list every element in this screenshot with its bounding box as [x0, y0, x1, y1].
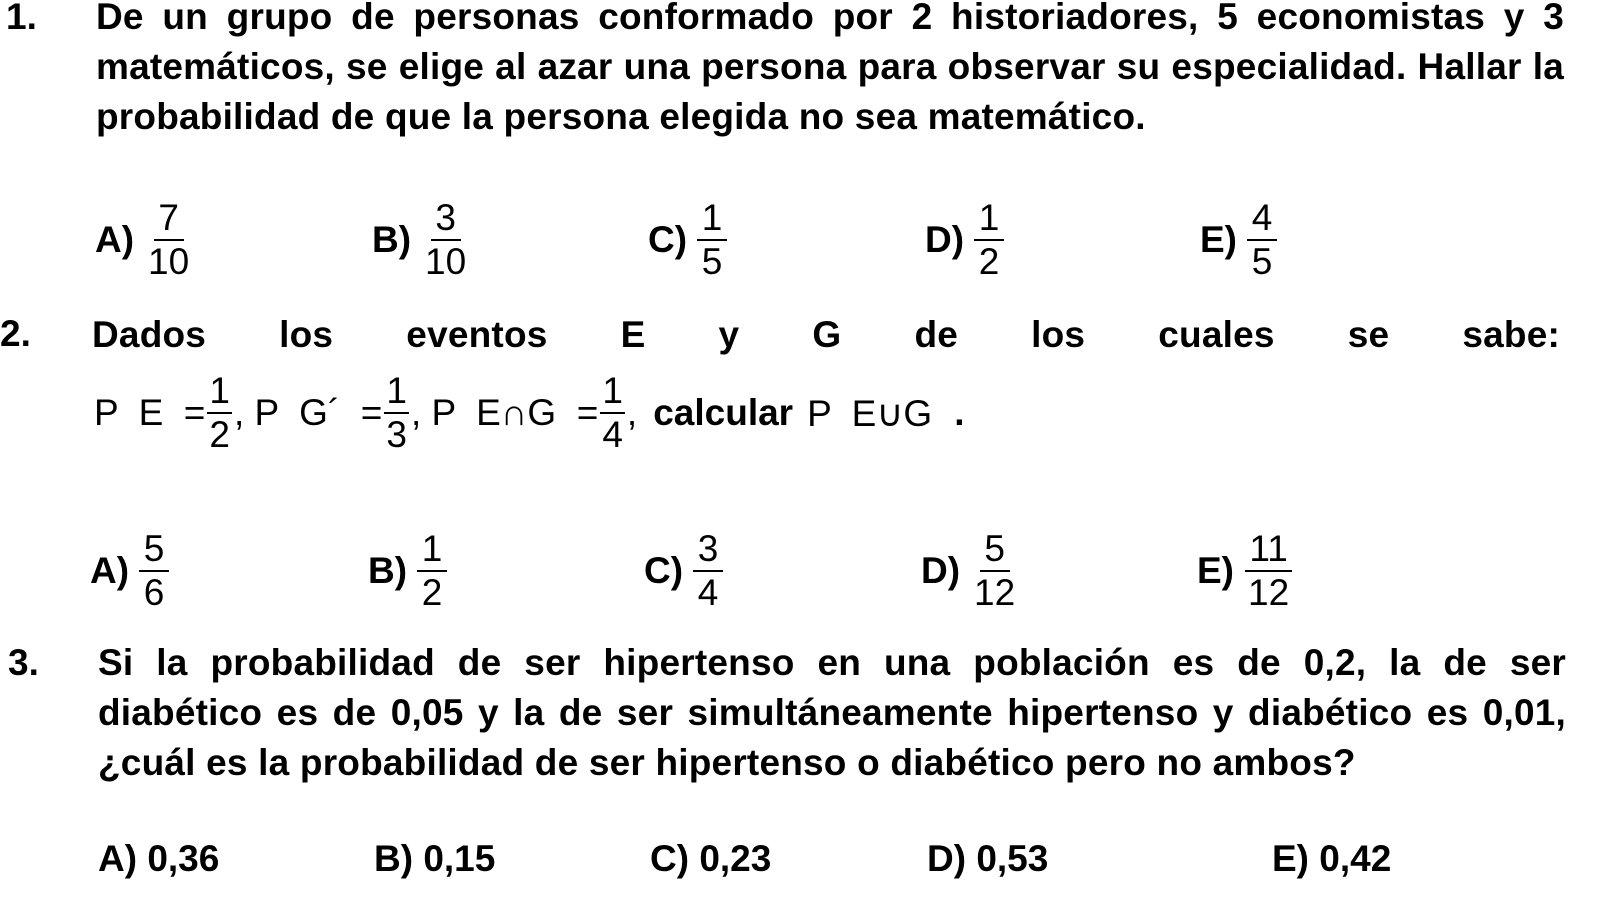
- question-1-number: 1.: [6, 0, 37, 37]
- option-label: E): [1197, 550, 1234, 591]
- denominator: 2: [209, 414, 230, 455]
- denominator: 10: [425, 241, 467, 282]
- option-fraction: [970, 528, 1019, 614]
- calcular-word: calcular: [653, 392, 794, 433]
- option-label: B): [368, 550, 408, 591]
- option-fraction: [697, 197, 727, 283]
- option-label: D): [925, 219, 965, 260]
- question-2-formula: [94, 370, 964, 456]
- denominator: 4: [602, 414, 623, 455]
- numerator: 1: [207, 370, 232, 414]
- comma: ,: [626, 392, 638, 433]
- q3-option-b[interactable]: B) 0,15: [374, 838, 496, 879]
- option-label: D): [921, 550, 961, 591]
- q3-option-d[interactable]: D) 0,53: [927, 838, 1049, 879]
- option-fraction: [421, 197, 470, 283]
- option-label: C): [644, 550, 684, 591]
- denominator: 2: [978, 241, 1000, 282]
- denominator: 2: [421, 572, 443, 613]
- option-fraction: [144, 197, 193, 283]
- numerator: 5: [139, 528, 169, 572]
- option-label: A): [90, 550, 130, 591]
- fraction-1: [207, 370, 232, 456]
- prob-g-complement: , P G´ =: [234, 392, 383, 433]
- denominator: 12: [974, 572, 1016, 613]
- q2-option-b[interactable]: [368, 528, 447, 614]
- denominator: 5: [1251, 241, 1273, 282]
- fraction-2: [384, 370, 409, 456]
- numerator: 1: [974, 197, 1004, 241]
- q3-option-e[interactable]: E) 0,42: [1272, 838, 1392, 879]
- question-3-text: Si la probabilidad de ser hipertenso en una población es de 0,2, la de ser diabético es de 0,05 y la de ser simultáneamente hipertenso y diabético es 0,01, ¿cuál es la probabilidad de ser hipertenso o diabético pero no ambos?: [98, 642, 1566, 783]
- option-fraction: [1244, 528, 1293, 614]
- numerator: 3: [431, 197, 461, 241]
- denominator: 5: [701, 241, 723, 282]
- denominator: 12: [1248, 572, 1290, 613]
- question-3-number: 3.: [8, 642, 39, 683]
- q1-option-d[interactable]: [925, 197, 1004, 283]
- option-fraction: [417, 528, 447, 614]
- prob-intersection: , P E∩G =: [410, 392, 599, 433]
- question-2-text: Dados los eventos E y G de los cuales se sabe:: [92, 314, 1560, 355]
- denominator: 10: [148, 241, 190, 282]
- q2-option-d[interactable]: [921, 528, 1019, 614]
- period: .: [954, 392, 965, 433]
- q3-option-c[interactable]: C) 0,23: [650, 838, 772, 879]
- q1-option-b[interactable]: [372, 197, 470, 283]
- q1-option-c[interactable]: [648, 197, 727, 283]
- q2-option-c[interactable]: [644, 528, 723, 614]
- prob-union: P E∪G: [807, 392, 933, 434]
- numerator: 7: [154, 197, 184, 241]
- option-label: E): [1200, 219, 1237, 260]
- option-label: B): [372, 219, 412, 260]
- numerator: 3: [693, 528, 723, 572]
- q1-option-a[interactable]: [95, 197, 193, 283]
- q2-option-a[interactable]: [90, 528, 169, 614]
- option-fraction: [693, 528, 723, 614]
- numerator: 1: [384, 370, 409, 414]
- numerator: 1: [600, 370, 625, 414]
- numerator: 1: [697, 197, 727, 241]
- denominator: 3: [386, 414, 407, 455]
- q1-option-e[interactable]: [1200, 197, 1277, 283]
- prob-e: P E =: [94, 392, 206, 433]
- numerator: 1: [417, 528, 447, 572]
- q3-option-a[interactable]: A) 0,36: [98, 838, 220, 879]
- numerator: 5: [980, 528, 1010, 572]
- numerator: 11: [1245, 528, 1291, 572]
- question-1-text: De un grupo de personas conformado por 2 historiadores, 5 economistas y 3 matemáticos, se elige al azar una persona para observar su especialidad. Hallar la probabilidad de que la persona elegida no sea matemático.: [96, 0, 1564, 137]
- option-label: A): [95, 219, 135, 260]
- denominator: 6: [143, 572, 165, 613]
- denominator: 4: [697, 572, 719, 613]
- option-fraction: [974, 197, 1004, 283]
- option-fraction: [1247, 197, 1277, 283]
- option-fraction: [139, 528, 169, 614]
- numerator: 4: [1247, 197, 1277, 241]
- question-2-number: 2.: [0, 313, 31, 354]
- q2-option-e[interactable]: [1197, 528, 1293, 614]
- option-label: C): [648, 219, 688, 260]
- fraction-3: [600, 370, 625, 456]
